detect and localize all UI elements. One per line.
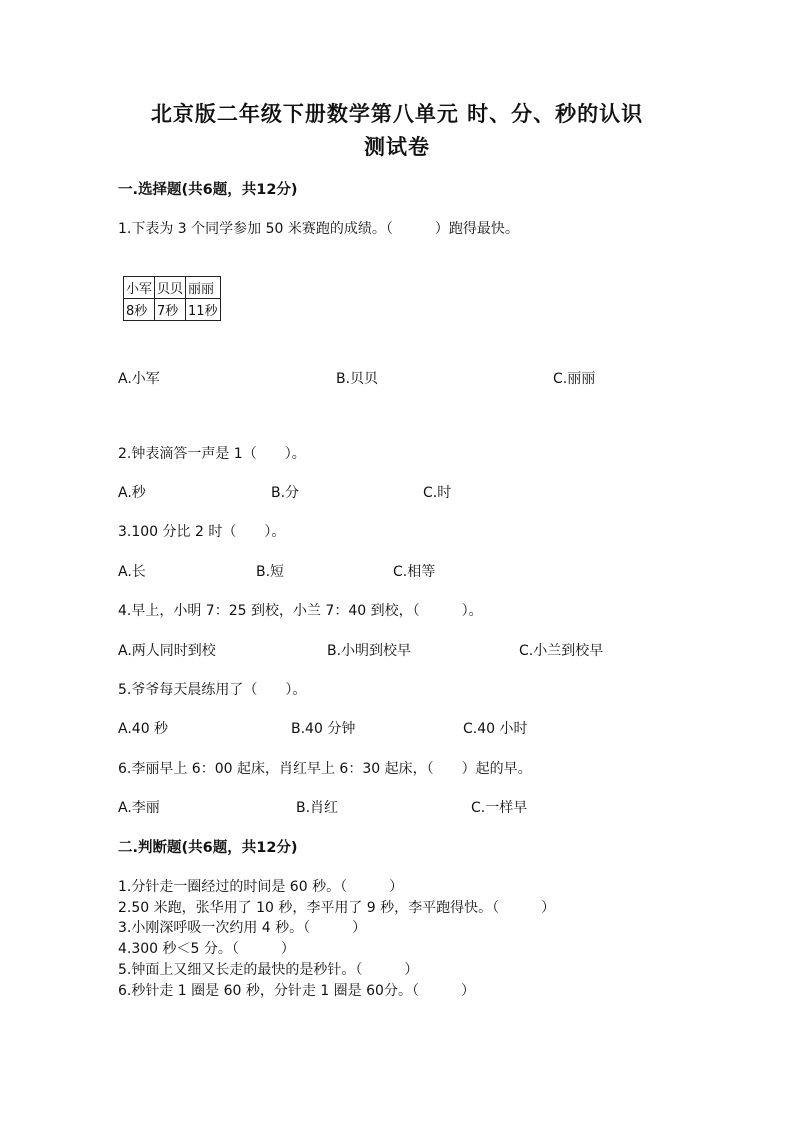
option-1c[interactable]: C.丽丽 (553, 371, 596, 387)
option-3c[interactable]: C.相等 (393, 564, 436, 580)
option-1b[interactable]: B.贝贝 (336, 371, 379, 387)
option-3a[interactable]: A.长 (118, 564, 146, 580)
option-2b[interactable]: B.分 (271, 485, 300, 501)
table-row (124, 277, 221, 299)
question-5: 5.爷爷每天晨练用了（ ）。 (118, 682, 307, 698)
score-table (123, 276, 221, 321)
table-cell: 11秒 (186, 299, 221, 321)
table-row (124, 299, 221, 321)
question-2: 2.钟表滴答一声是 1（ ）。 (118, 446, 306, 462)
section-heading-judgment: 二.判断题(共6题，共12分) (118, 840, 298, 856)
option-2a[interactable]: A.秒 (118, 485, 146, 501)
page-title: 北京版二年级下册数学第八单元 时、分、秒的认识 (150, 101, 644, 126)
option-5b[interactable]: B.40 分钟 (291, 721, 356, 737)
option-4c[interactable]: C.小兰到校早 (519, 643, 604, 659)
option-4b[interactable]: B.小明到校早 (327, 643, 412, 659)
question-6: 6.李丽早上 6：00 起床，肖红早上 6：30 起床，（ ）起的早。 (118, 761, 532, 777)
option-6b[interactable]: B.肖红 (296, 800, 339, 816)
question-1: 1.下表为 3 个同学参加 50 米赛跑的成绩。（ ）跑得最快。 (118, 221, 519, 237)
judgment-item-3: 3.小刚深呼吸一次约用 4 秒。（ ） (118, 920, 367, 936)
option-1a[interactable]: A.小军 (118, 371, 160, 387)
table-cell: 8秒 (124, 299, 155, 321)
judgment-item-4: 4.300 秒＜5 分。（ ） (118, 941, 295, 957)
section-heading-choice: 一.选择题(共6题，共12分) (118, 182, 298, 198)
question-3: 3.100 分比 2 时（ ）。 (118, 524, 286, 540)
option-6c[interactable]: C.一样早 (471, 800, 528, 816)
judgment-item-5: 5.钟面上又细又长走的最快的是秒针。（ ） (118, 962, 419, 978)
option-5a[interactable]: A.40 秒 (118, 721, 169, 737)
judgment-item-6: 6.秒针走 1 圈是 60 秒，分针走 1 圈是 60分。（ ） (118, 983, 475, 999)
option-5c[interactable]: C.40 小时 (463, 721, 528, 737)
table-header-cell: 贝贝 (155, 277, 186, 299)
judgment-item-1: 1.分针走一圈经过的时间是 60 秒。（ ） (118, 879, 404, 895)
table-header-cell: 丽丽 (186, 277, 221, 299)
table-header-cell: 小军 (124, 277, 155, 299)
table-cell: 7秒 (155, 299, 186, 321)
judgment-item-2: 2.50 米跑，张华用了 10 秒，李平用了 9 秒，李平跑得快。（ ） (118, 900, 556, 916)
question-4: 4.早上，小明 7：25 到校，小兰 7：40 到校，（ ）。 (118, 603, 483, 619)
option-2c[interactable]: C.时 (423, 485, 452, 501)
option-4a[interactable]: A.两人同时到校 (118, 643, 216, 659)
option-3b[interactable]: B.短 (256, 564, 285, 580)
option-6a[interactable]: A.李丽 (118, 800, 160, 816)
page-title-line2: 测试卷 (364, 134, 430, 159)
